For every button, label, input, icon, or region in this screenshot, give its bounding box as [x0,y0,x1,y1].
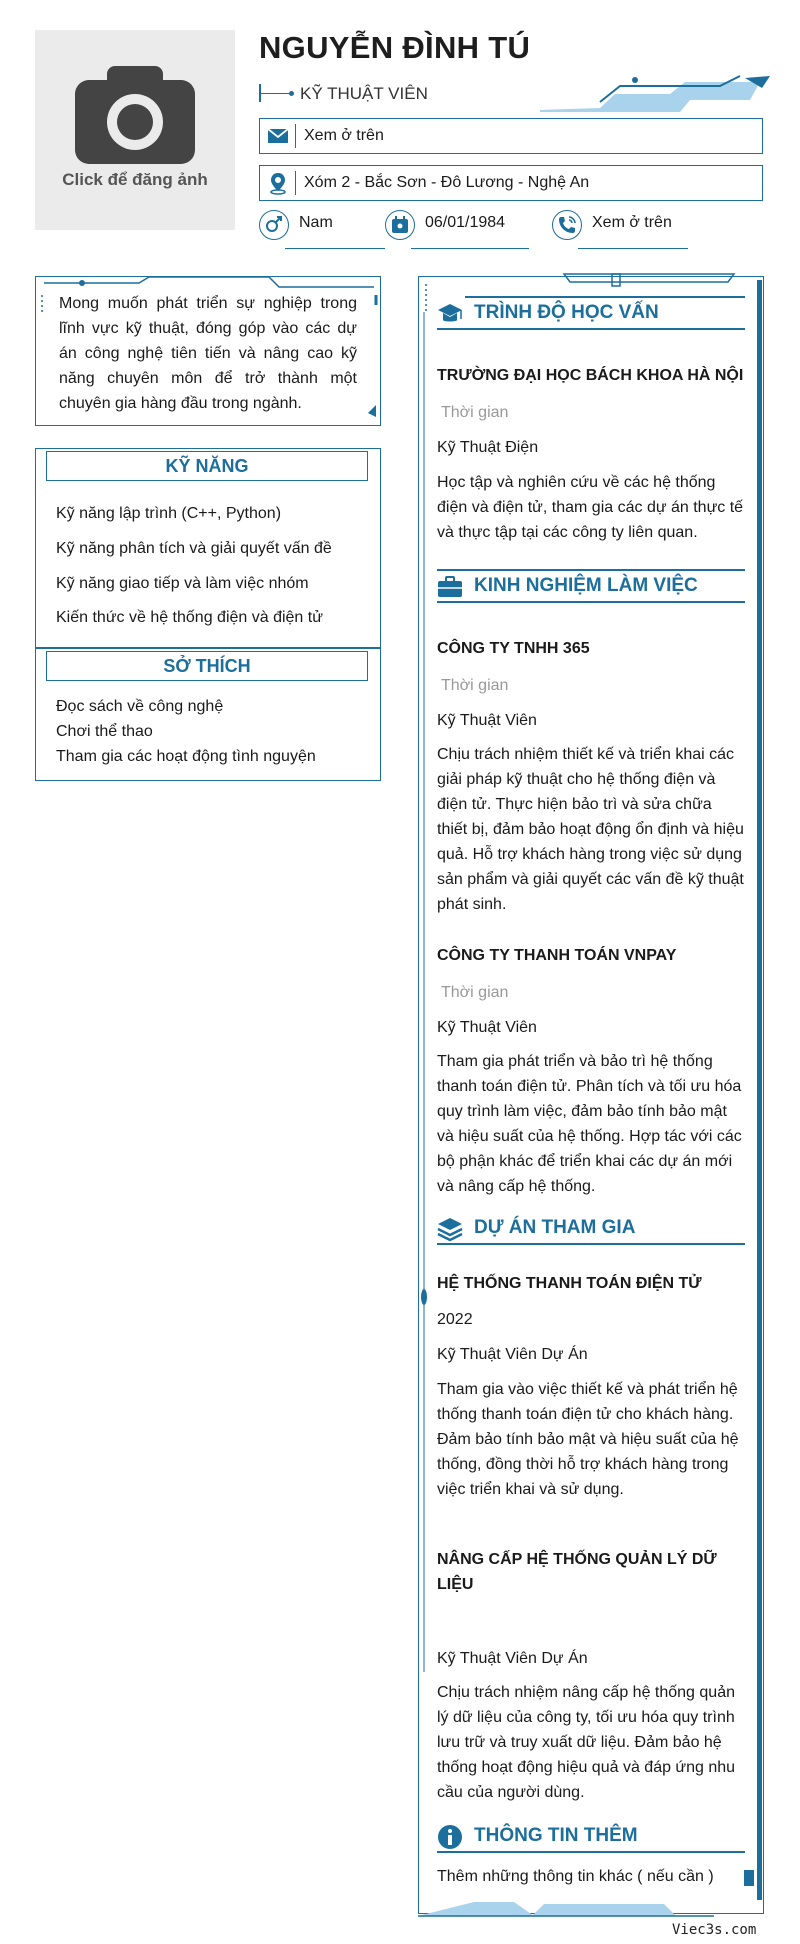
project-role: Kỹ Thuật Viên Dự Án [437,1346,588,1363]
project-role: Kỹ Thuật Viên Dự Án [437,1650,588,1667]
education-major: Kỹ Thuật Điện [437,439,539,456]
objective-text: Mong muốn phát triển sự nghiệp trong lĩnh vực kỹ thuật, đóng góp vào các dự án công nghệ tiên tiến và nâng cao kỹ năng chuyên môn để trở thành một chuyên gia hàng đầu trong ngành. [59,295,357,412]
career-objective [35,276,381,426]
address-field[interactable] [259,165,763,201]
location-icon [266,171,290,195]
photo-placeholder[interactable] [35,30,235,230]
experience-title: KINH NGHIỆM LÀM VIỆC [474,575,698,596]
additional-title: THÔNG TIN THÊM [474,1825,638,1846]
projects-title: DỰ ÁN THAM GIA [474,1217,636,1238]
skill-item: Kỹ năng giao tiếp và làm việc nhóm [56,575,309,592]
company-name: CÔNG TY TNHH 365 [437,640,590,657]
projects-heading [437,1213,745,1245]
candidate-name: NGUYỄN ĐÌNH TÚ [259,30,531,65]
job-desc: Tham gia phát triển và bảo trì hệ thống thanh toán điện tử. Phân tích và tối ưu hóa quy trình làm việc, đảm bảo tính bảo mật và hiệu suất của hệ thống. Hợp tác với các bộ phận khác để triển khai các dự án mới và nâng cấp hệ thống. [437,1053,742,1195]
skills-section [35,448,381,648]
gender-value: Nam [299,214,333,231]
briefcase-icon [437,574,463,600]
experience-heading [437,571,745,603]
calendar-icon [391,216,409,234]
project-year: 2022 [437,1311,473,1328]
email-field[interactable] [259,118,763,154]
project-desc: Tham gia vào việc thiết kế và phát triển hệ thống thanh toán điện tử cho khách hàng. Đảm bảo tính bảo mật và hiệu suất của hệ thống, đồng thời hỗ trợ khách hàng trong việc triển khai và sử dụng. [437,1381,739,1498]
hobbies-title: SỞ THÍCH [46,651,368,681]
email-icon [266,124,290,148]
camera-icon [75,60,195,165]
job-time: Thời gian [441,984,509,1001]
skill-item: Kỹ năng phân tích và giải quyết vấn đề [56,540,332,557]
project-name: NÂNG CẤP HỆ THỐNG QUẢN LÝ DỮ LIỆU [437,1551,717,1593]
project-desc: Chịu trách nhiệm nâng cấp hệ thống quản lý dữ liệu của công ty, tối ưu hóa quy trình lưu trữ và truy xuất dữ liệu. Đảm bảo hệ thống hoạt động hiệu quả và đáp ứng nhu cầu của người dùng. [437,1684,736,1801]
phone-icon [558,216,576,234]
watermark: Viec3s.com [672,1922,757,1938]
education-time: Thời gian [441,404,509,421]
additional-text: Thêm những thông tin khác ( nếu cần ) [437,1868,714,1885]
company-name: CÔNG TY THANH TOÁN VNPAY [437,947,677,964]
job-position: Kỹ Thuật Viên [437,712,537,729]
address-value: Xóm 2 - Bắc Sơn - Đô Lương - Nghệ An [304,174,590,191]
project-name: HỆ THỐNG THANH TOÁN ĐIỆN TỬ [437,1275,702,1292]
skills-title: KỸ NĂNG [46,451,368,481]
hobbies-section [35,648,381,781]
education-title: TRÌNH ĐỘ HỌC VẤN [474,302,659,323]
gender-icon [264,215,284,235]
job-title: KỸ THUẬT VIÊN [300,84,428,103]
school-name: TRƯỜNG ĐẠI HỌC BÁCH KHOA HÀ NỘI [437,367,744,384]
info-icon [437,1824,463,1850]
graduation-cap-icon [437,301,463,327]
additional-heading [437,1821,745,1853]
job-position: Kỹ Thuật Viên [437,1019,537,1036]
skill-item: Kiến thức về hệ thống điện và điện tử [56,609,323,626]
education-heading [437,298,745,330]
phone-value: Xem ở trên [592,214,672,231]
skill-item: Kỹ năng lập trình (C++, Python) [56,505,282,522]
dob-value: 06/01/1984 [425,214,506,231]
education-desc: Học tập và nghiên cứu về các hệ thống điện và điện tử, tham gia các dự án thực tế và thực tập tại các công ty liên quan. [437,474,744,541]
layers-icon [437,1216,463,1242]
photo-caption: Click để đăng ảnh [62,170,208,189]
hobby-item: Chơi thể thao [56,723,153,740]
hobby-item: Tham gia các hoạt động tình nguyện [56,748,316,765]
job-desc: Chịu trách nhiệm thiết kế và triển khai các giải pháp kỹ thuật cho hệ thống điện và điện tử. Thực hiện bảo trì và sửa chữa thiết bị, đảm bảo hoạt động ổn định và hiệu quả. Hỗ trợ khách hàng trong việc sử dụng sản phẩm và giải quyết các vấn đề kỹ thuật phát sinh. [437,746,744,913]
email-value: Xem ở trên [304,127,384,144]
circuit-decoration [540,72,770,114]
hobby-item: Đọc sách về công nghệ [56,698,224,715]
job-time: Thời gian [441,677,509,694]
